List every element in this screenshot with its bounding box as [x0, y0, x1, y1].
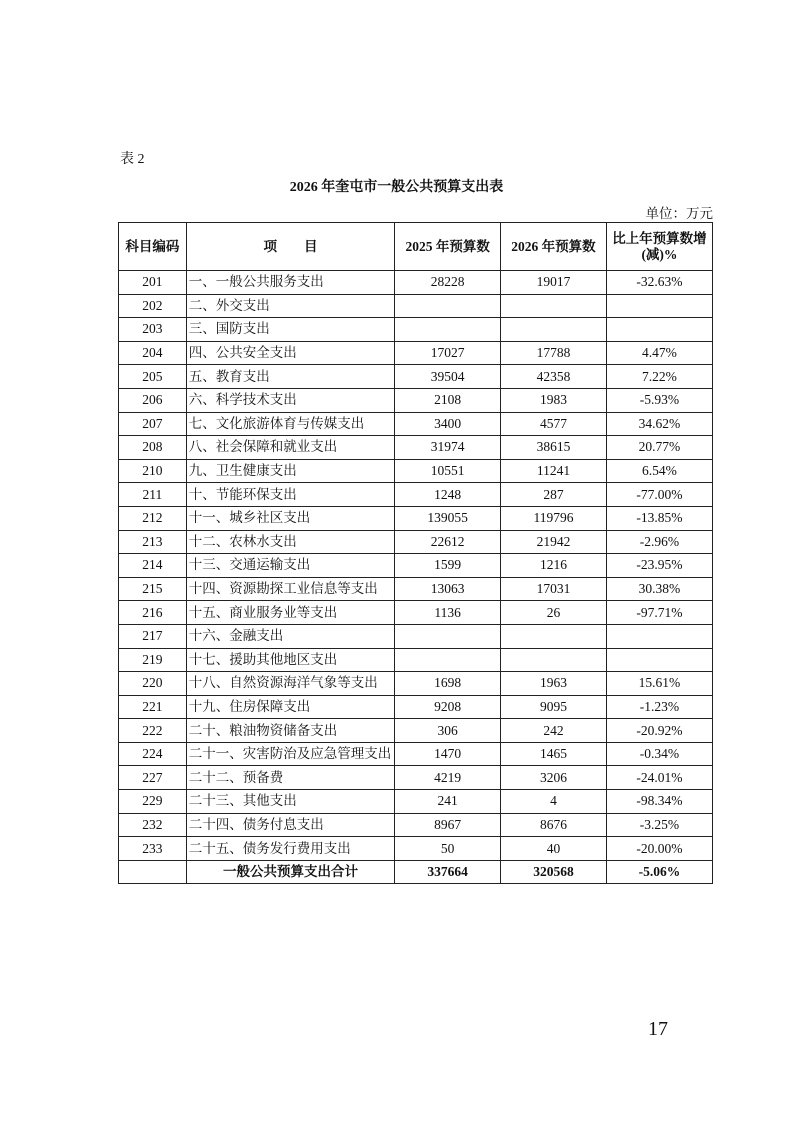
cell-code: 229	[119, 790, 187, 814]
cell-item: 十八、自然资源海洋气象等支出	[186, 672, 395, 696]
cell-code: 206	[119, 388, 187, 412]
table-row	[119, 318, 713, 342]
cell-2025	[395, 294, 501, 318]
cell-code: 232	[119, 813, 187, 837]
table-header-row	[119, 223, 713, 271]
cell-code: 217	[119, 624, 187, 648]
table-row	[119, 554, 713, 578]
cell-item: 十二、农林水支出	[186, 530, 395, 554]
cell-2026: 119796	[501, 506, 607, 530]
cell-2026: 19017	[501, 271, 607, 295]
cell-2026: 21942	[501, 530, 607, 554]
cell-item: 十六、金融支出	[186, 624, 395, 648]
unit-label: 单位：万元	[645, 206, 713, 221]
cell-change: -24.01%	[606, 766, 712, 790]
cell-code: 201	[119, 271, 187, 295]
cell-2026: 1963	[501, 672, 607, 696]
cell-item: 十七、援助其他地区支出	[186, 648, 395, 672]
table-row	[119, 483, 713, 507]
cell-2026: 8676	[501, 813, 607, 837]
cell-code: 211	[119, 483, 187, 507]
cell-item: 九、卫生健康支出	[186, 459, 395, 483]
cell-change: -32.63%	[606, 271, 712, 295]
cell-2026	[501, 624, 607, 648]
table-row	[119, 365, 713, 389]
cell-change	[606, 624, 712, 648]
cell-item: 十一、城乡社区支出	[186, 506, 395, 530]
cell-2025: 139055	[395, 506, 501, 530]
cell-change: 7.22%	[606, 365, 712, 389]
cell-change: 30.38%	[606, 577, 712, 601]
cell-2026	[501, 294, 607, 318]
table-row	[119, 695, 713, 719]
cell-2026	[501, 648, 607, 672]
cell-2025: 1248	[395, 483, 501, 507]
cell-code: 216	[119, 601, 187, 625]
cell-2025	[395, 624, 501, 648]
cell-code	[119, 860, 187, 884]
header-item: 项 目	[186, 223, 395, 271]
cell-code: 220	[119, 672, 187, 696]
cell-change: -2.96%	[606, 530, 712, 554]
cell-2025: 1470	[395, 742, 501, 766]
cell-2025: 2108	[395, 388, 501, 412]
cell-change	[606, 318, 712, 342]
cell-code: 224	[119, 742, 187, 766]
cell-2025: 39504	[395, 365, 501, 389]
cell-code: 215	[119, 577, 187, 601]
cell-2025: 28228	[395, 271, 501, 295]
cell-item: 二十三、其他支出	[186, 790, 395, 814]
cell-2026: 17031	[501, 577, 607, 601]
cell-change: -20.92%	[606, 719, 712, 743]
header-2025: 2025 年预算数	[395, 223, 501, 271]
table-row	[119, 672, 713, 696]
cell-item: 三、国防支出	[186, 318, 395, 342]
page-number: 17	[648, 1018, 668, 1040]
cell-code: 210	[119, 459, 187, 483]
cell-2026: 9095	[501, 695, 607, 719]
cell-2025	[395, 648, 501, 672]
cell-2026: 1983	[501, 388, 607, 412]
cell-2025: 306	[395, 719, 501, 743]
cell-code: 233	[119, 837, 187, 861]
table-row	[119, 388, 713, 412]
cell-change: -97.71%	[606, 601, 712, 625]
table-row	[119, 271, 713, 295]
table-row	[119, 530, 713, 554]
cell-2025: 337664	[395, 860, 501, 884]
cell-change	[606, 648, 712, 672]
cell-2025: 1698	[395, 672, 501, 696]
table-row	[119, 577, 713, 601]
cell-2025: 31974	[395, 436, 501, 460]
cell-change: -13.85%	[606, 506, 712, 530]
cell-2026: 287	[501, 483, 607, 507]
cell-item: 二十四、债务付息支出	[186, 813, 395, 837]
cell-2026: 17788	[501, 341, 607, 365]
cell-item: 二十二、预备费	[186, 766, 395, 790]
cell-2026: 242	[501, 719, 607, 743]
table-row	[119, 506, 713, 530]
cell-code: 203	[119, 318, 187, 342]
header-change: 比上年预算数增(减)%	[606, 223, 712, 271]
cell-change: 6.54%	[606, 459, 712, 483]
cell-change: -5.06%	[606, 860, 712, 884]
table-row	[119, 742, 713, 766]
total-row	[119, 860, 713, 884]
cell-item: 二十、粮油物资储备支出	[186, 719, 395, 743]
cell-2025: 1599	[395, 554, 501, 578]
cell-code: 204	[119, 341, 187, 365]
cell-2026: 1465	[501, 742, 607, 766]
cell-item: 五、教育支出	[186, 365, 395, 389]
cell-2026: 3206	[501, 766, 607, 790]
table-label: 表 2	[120, 152, 145, 167]
cell-code: 208	[119, 436, 187, 460]
cell-2025: 22612	[395, 530, 501, 554]
cell-2026: 4	[501, 790, 607, 814]
cell-item: 二十一、灾害防治及应急管理支出	[186, 742, 395, 766]
cell-2026: 42358	[501, 365, 607, 389]
cell-change: -1.23%	[606, 695, 712, 719]
cell-2025: 9208	[395, 695, 501, 719]
cell-change	[606, 294, 712, 318]
cell-2025: 4219	[395, 766, 501, 790]
cell-2026: 4577	[501, 412, 607, 436]
table-row	[119, 412, 713, 436]
table-row	[119, 837, 713, 861]
cell-2026: 1216	[501, 554, 607, 578]
cell-2026: 26	[501, 601, 607, 625]
cell-code: 222	[119, 719, 187, 743]
table-row	[119, 624, 713, 648]
cell-item: 六、科学技术支出	[186, 388, 395, 412]
cell-item: 四、公共安全支出	[186, 341, 395, 365]
cell-item: 二十五、债务发行费用支出	[186, 837, 395, 861]
cell-item: 十九、住房保障支出	[186, 695, 395, 719]
cell-2026: 320568	[501, 860, 607, 884]
cell-code: 214	[119, 554, 187, 578]
cell-code: 212	[119, 506, 187, 530]
cell-code: 205	[119, 365, 187, 389]
cell-item: 一般公共预算支出合计	[186, 860, 395, 884]
cell-item: 十五、商业服务业等支出	[186, 601, 395, 625]
cell-change: 4.47%	[606, 341, 712, 365]
cell-2025	[395, 318, 501, 342]
cell-2026: 40	[501, 837, 607, 861]
header-code: 科目编码	[119, 223, 187, 271]
table-row	[119, 601, 713, 625]
cell-2025: 3400	[395, 412, 501, 436]
cell-change: 15.61%	[606, 672, 712, 696]
cell-code: 202	[119, 294, 187, 318]
cell-code: 207	[119, 412, 187, 436]
cell-2025: 13063	[395, 577, 501, 601]
page-title: 2026 年奎屯市一般公共预算支出表	[289, 180, 504, 195]
cell-item: 十、节能环保支出	[186, 483, 395, 507]
table-row	[119, 766, 713, 790]
table-row	[119, 341, 713, 365]
table-row	[119, 294, 713, 318]
cell-item: 二、外交支出	[186, 294, 395, 318]
cell-code: 219	[119, 648, 187, 672]
cell-item: 八、社会保障和就业支出	[186, 436, 395, 460]
cell-change: -20.00%	[606, 837, 712, 861]
cell-code: 213	[119, 530, 187, 554]
budget-table	[118, 222, 713, 884]
cell-change: -77.00%	[606, 483, 712, 507]
cell-change: -0.34%	[606, 742, 712, 766]
table-row	[119, 790, 713, 814]
header-2026: 2026 年预算数	[501, 223, 607, 271]
cell-item: 七、文化旅游体育与传媒支出	[186, 412, 395, 436]
table-row	[119, 719, 713, 743]
cell-2025: 50	[395, 837, 501, 861]
cell-2025: 241	[395, 790, 501, 814]
cell-code: 227	[119, 766, 187, 790]
cell-2026	[501, 318, 607, 342]
table-row	[119, 648, 713, 672]
cell-change: 20.77%	[606, 436, 712, 460]
cell-item: 十三、交通运输支出	[186, 554, 395, 578]
cell-change: -23.95%	[606, 554, 712, 578]
cell-2025: 17027	[395, 341, 501, 365]
cell-item: 十四、资源勘探工业信息等支出	[186, 577, 395, 601]
cell-item: 一、一般公共服务支出	[186, 271, 395, 295]
cell-2025: 8967	[395, 813, 501, 837]
table-row	[119, 459, 713, 483]
cell-2026: 38615	[501, 436, 607, 460]
cell-code: 221	[119, 695, 187, 719]
table-row	[119, 813, 713, 837]
table-row	[119, 436, 713, 460]
cell-2025: 1136	[395, 601, 501, 625]
cell-change: -5.93%	[606, 388, 712, 412]
cell-2026: 11241	[501, 459, 607, 483]
cell-change: 34.62%	[606, 412, 712, 436]
cell-change: -98.34%	[606, 790, 712, 814]
cell-change: -3.25%	[606, 813, 712, 837]
cell-2025: 10551	[395, 459, 501, 483]
